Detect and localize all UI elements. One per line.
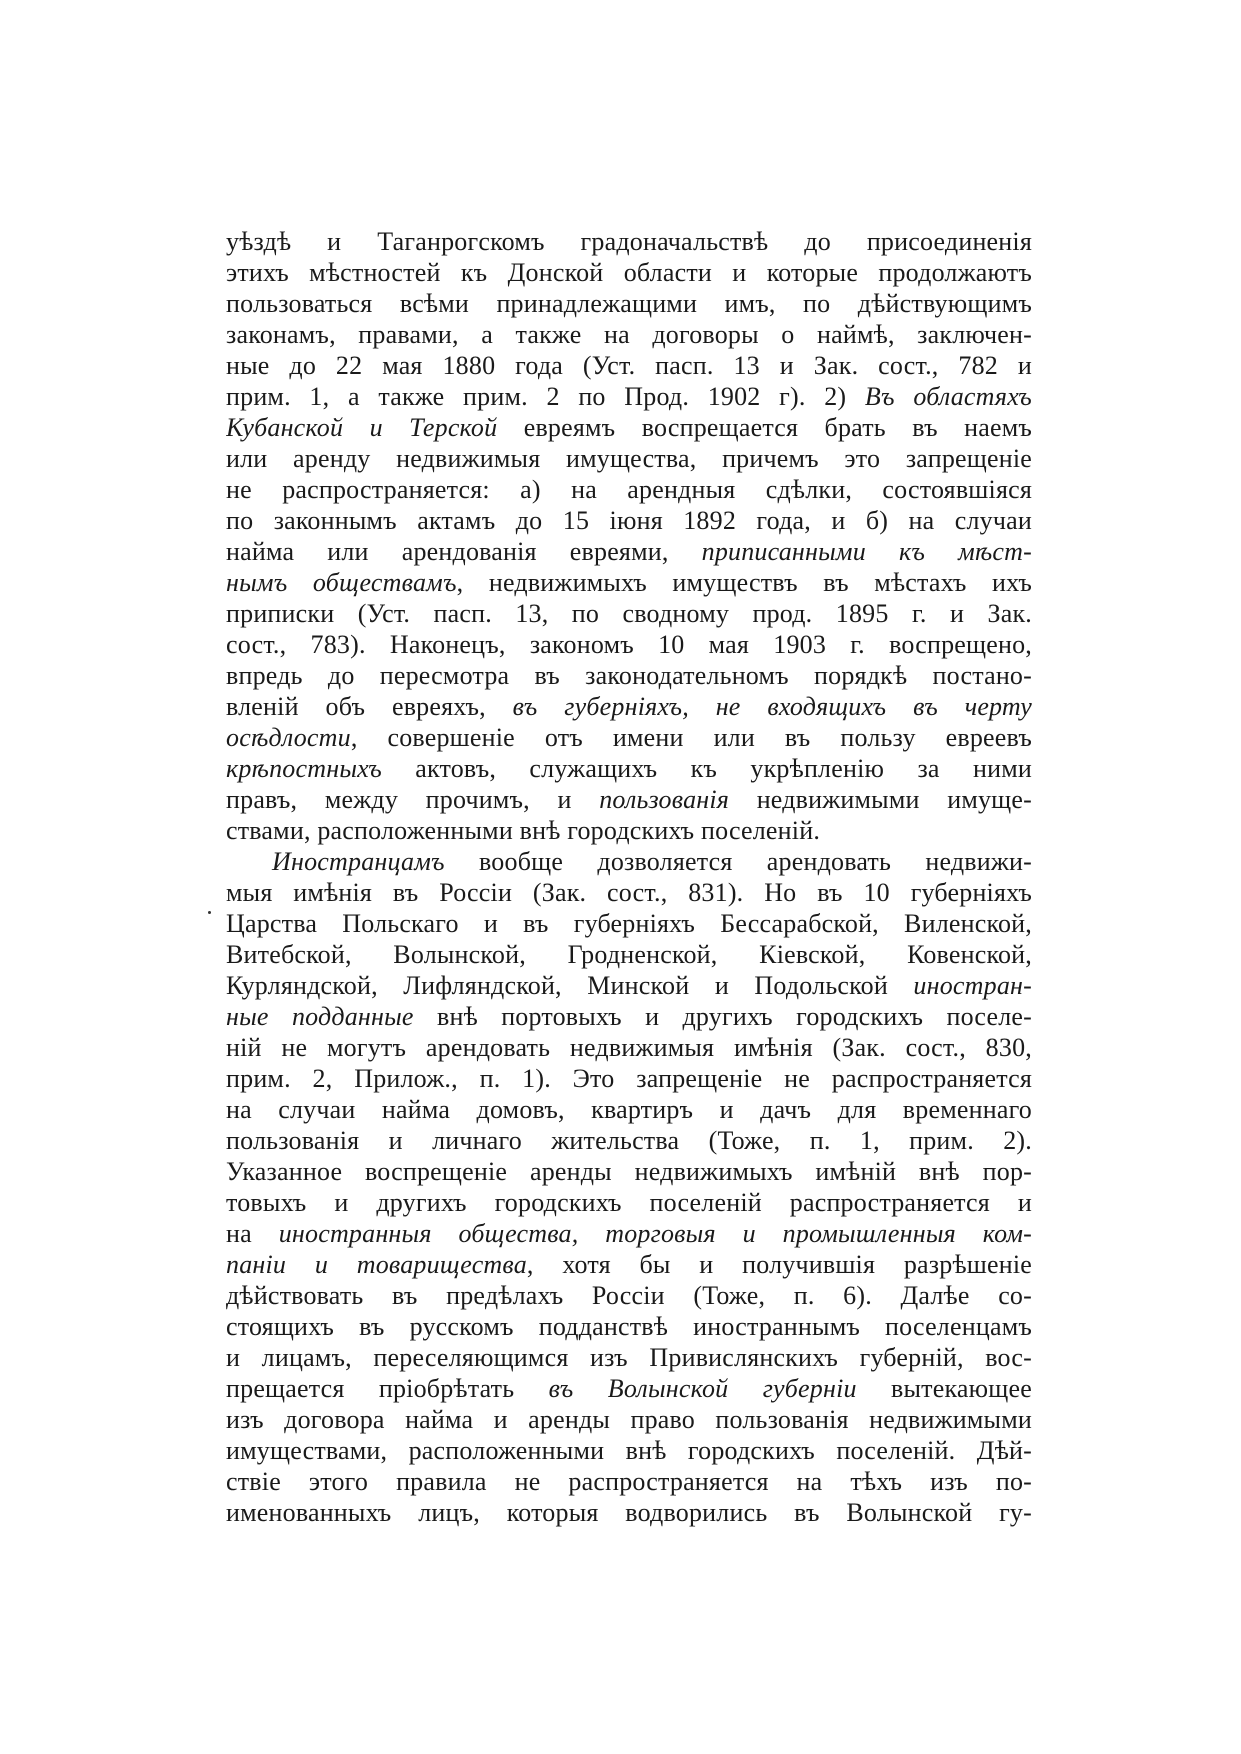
text-run: или аренду недвижимыя имущества, причемъ это запрещеніе [226, 444, 1032, 473]
text-line [226, 1218, 1032, 1249]
text-run: вленій объ евреяхъ, [226, 692, 513, 721]
text-run: впредь до пересмотра въ законодательномъ порядкѣ постано- [226, 661, 1032, 690]
text-run: Витебской, Волынской, Гродненской, Кіевской, Ковенской, [226, 940, 1032, 969]
text-run: пользоваться всѣми принадлежащими имъ, по дѣйствующимъ [226, 289, 1032, 318]
text-line [226, 350, 1032, 381]
text-run: прим. 1, а также прим. 2 по Прод. 1902 г). 2) [226, 382, 865, 411]
text-run: товыхъ и другихъ городскихъ поселеній распространяется и [226, 1188, 1032, 1217]
text-run: ствами, расположенными внѣ городскихъ поселеній. [226, 816, 821, 845]
text-run: имуществами, расположенными внѣ городскихъ поселеній. Дѣй- [226, 1436, 1032, 1465]
text-run: именованныхъ лицъ, которыя водворились въ Волынской гу- [226, 1498, 1032, 1527]
text-line [226, 1373, 1032, 1404]
text-line [226, 567, 1032, 598]
text-run: евреямъ воспрещается брать въ наемъ [497, 413, 1032, 442]
italic-run: Кубанской и Терской [226, 413, 498, 442]
text-line [226, 1311, 1032, 1342]
text-line [226, 1032, 1032, 1063]
text-run: ные до 22 мая 1880 года (Уст. пасп. 13 и Зак. сост., 782 и [226, 351, 1032, 380]
text-line [226, 1249, 1032, 1280]
text-line [226, 970, 1032, 1001]
text-line [226, 1094, 1032, 1125]
text-line [226, 1001, 1032, 1032]
text-line [226, 1497, 1032, 1528]
text-run: и лицамъ, переселяющимся изъ Привислянскихъ губерній, вос- [226, 1343, 1032, 1372]
text-line [226, 288, 1032, 319]
text-line [226, 536, 1032, 567]
text-line [226, 1156, 1032, 1187]
text-run: актовъ, служащихъ къ укрѣпленію за ними [381, 754, 1032, 783]
text-run: изъ договора найма и аренды право пользованія недвижимыми [226, 1405, 1032, 1434]
text-line [226, 660, 1032, 691]
text-line [226, 1404, 1032, 1435]
text-line [226, 1342, 1032, 1373]
text-line [226, 877, 1032, 908]
text-line [226, 226, 1032, 257]
text-run: ній не могутъ арендовать недвижимыя имѣнія (Зак. сост., 830, [226, 1033, 1032, 1062]
text-line [226, 381, 1032, 412]
italic-run: паніи и товарищества [226, 1250, 527, 1279]
text-line [226, 319, 1032, 350]
text-run: этихъ мѣстностей къ Донской области и которые продолжаютъ [226, 258, 1032, 287]
text-run: вообще дозволяется арендовать недвижи- [444, 847, 1032, 876]
text-line [226, 691, 1032, 722]
italic-run: осѣдлости [226, 723, 351, 752]
italic-run: пользованія [599, 785, 730, 814]
text-line [226, 939, 1032, 970]
text-run: пользованія и личнаго жительства (Тоже, п. 1, прим. 2). [226, 1126, 1032, 1155]
text-line [226, 846, 1032, 877]
italic-run: иностран- [913, 971, 1032, 1000]
italic-run: нымъ обществамъ [226, 568, 457, 597]
text-line [226, 815, 1032, 846]
text-line [226, 1466, 1032, 1497]
text-line [226, 474, 1032, 505]
text-run: Указанное воспрещеніе аренды недвижимыхъ имѣній внѣ пор- [226, 1157, 1032, 1186]
italic-run: приписанными къ мѣст- [701, 537, 1032, 566]
text-run: на [226, 1219, 279, 1248]
text-run: стоящихъ въ русскомъ подданствѣ иностраннымъ поселенцамъ [226, 1312, 1032, 1341]
text-run: Царства Польскаго и въ губерніяхъ Бессарабской, Виленской, [226, 909, 1032, 938]
text-run: законамъ, правами, а также на договоры о наймѣ, заключен- [226, 320, 1032, 349]
text-line [226, 908, 1032, 939]
text-run: дѣйствовать въ предѣлахъ Россіи (Тоже, п. 6). Далѣе со- [226, 1281, 1032, 1310]
text-run: Курляндской, Лифляндской, Минской и Подольской [226, 971, 914, 1000]
text-run: мыя имѣнія въ Россіи (Зак. сост., 831). Но въ 10 губерніяхъ [226, 878, 1032, 907]
italic-run: въ губерніяхъ, не входящихъ въ черту [512, 692, 1032, 721]
text-line [226, 1125, 1032, 1156]
text-run: по законнымъ актамъ до 15 іюня 1892 года, и б) на случаи [226, 506, 1032, 535]
text-run: недвижимыми имуще- [729, 785, 1032, 814]
text-line [226, 722, 1032, 753]
text-line [226, 598, 1032, 629]
text-run: внѣ портовыхъ и другихъ городскихъ поселе- [413, 1002, 1032, 1031]
text-line [226, 505, 1032, 536]
text-line [226, 1187, 1032, 1218]
text-line [226, 257, 1032, 288]
text-run: прим. 2, Прилож., п. 1). Это запрещеніе не распространяется [226, 1064, 1032, 1093]
italic-run: крѣпостныхъ [226, 754, 382, 783]
text-line [226, 629, 1032, 660]
italic-run: Иностранцамъ [272, 847, 445, 876]
italic-run: въ Волынской губерніи [548, 1374, 857, 1403]
text-run: ствіе этого правила не распространяется на тѣхъ изъ по- [226, 1467, 1032, 1496]
text-line [226, 1063, 1032, 1094]
text-line [226, 1435, 1032, 1466]
text-line [226, 784, 1032, 815]
text-run: найма или арендованія евреями, [226, 537, 702, 566]
text-line [226, 412, 1032, 443]
text-line [226, 1280, 1032, 1311]
text-run: на случаи найма домовъ, квартиръ и дачъ для временнаго [226, 1095, 1032, 1124]
text-run: , хотя бы и получившія разрѣшеніе [526, 1250, 1032, 1279]
text-line [226, 753, 1032, 784]
text-run: сост., 783). Наконецъ, закономъ 10 мая 1903 г. воспрещено, [226, 630, 1032, 659]
text-run: , совершеніе отъ имени или въ пользу евреевъ [350, 723, 1032, 752]
text-line [226, 443, 1032, 474]
italic-run: иностранныя общества, торговыя и промышленныя ком- [278, 1219, 1032, 1248]
text-run: прещается пріобрѣтать [226, 1374, 549, 1403]
italic-run: ные подданные [226, 1002, 414, 1031]
italic-run: Въ областяхъ [864, 382, 1032, 411]
text-run: вытекающее [856, 1374, 1032, 1403]
text-run: правъ, между прочимъ, и [226, 785, 600, 814]
text-run: приписки (Уст. пасп. 13, по сводному прод. 1895 г. и Зак. [226, 599, 1032, 628]
body-text [226, 226, 1032, 1528]
text-run: , недвижимыхъ имуществъ въ мѣстахъ ихъ [456, 568, 1032, 597]
text-run: уѣздѣ и Таганрогскомъ градоначальствѣ до присоединенія [226, 227, 1032, 256]
text-run: не распространяется: а) на арендныя сдѣлки, состоявшіяся [226, 475, 1032, 504]
margin-dot [208, 911, 211, 914]
